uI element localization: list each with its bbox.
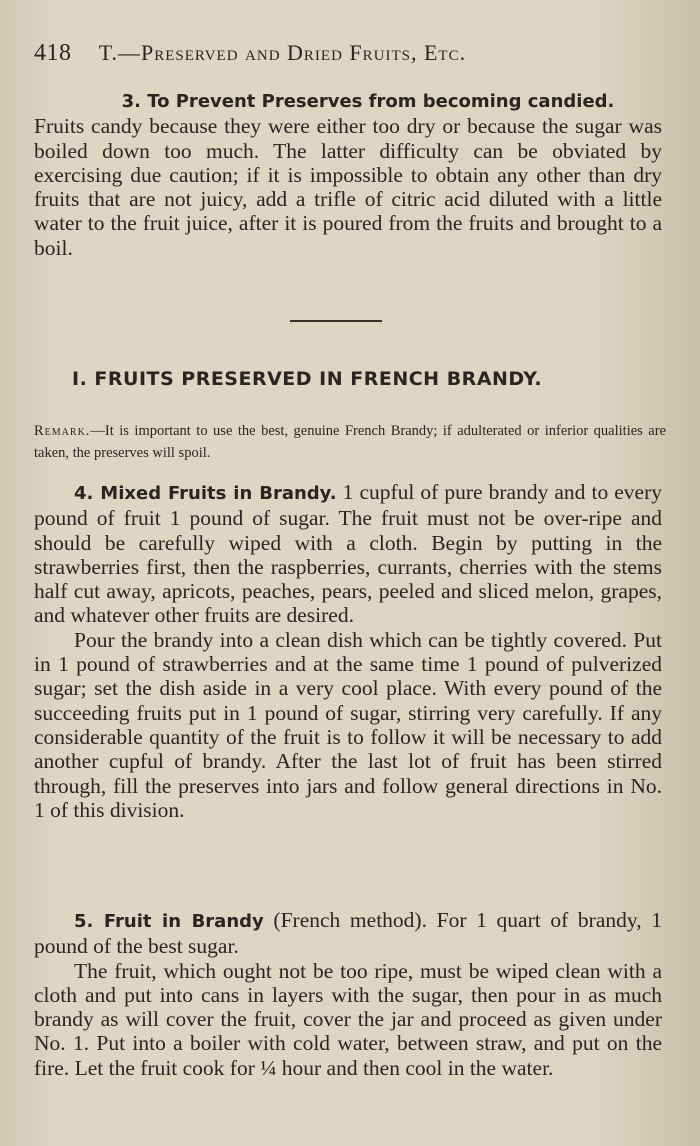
- part-title: I. FRUITS PRESERVED IN FRENCH BRANDY.: [72, 368, 543, 390]
- section-4-para-2: Pour the brandy into a clean dish which can be tightly covered. Put in 1 pound of strawberries and at the same time 1 pound of pulverized sugar; set the dish aside in a very cool place. With every pound of the succeeding fruits put in 1 pound of sugar, stirring very carefully. If any considerable quantity of the fruit is to follow it will be necessary to add another cupful of brandy. After the last lot of fruit has been stirred through, fill the preserves into jars and follow general directions in No. 1 of this division.: [34, 627, 662, 822]
- section-4: [34, 480, 662, 822]
- remark-text: —It is important to use the best, genuine French Brandy; if adulterated or inferior qualities are taken, the preserves will spoil.: [34, 423, 666, 461]
- section-5-para-2: The fruit, which ought not be too ripe, must be wiped clean with a cloth and put into cans in layers with the sugar, then pour in as much brandy as will cover the fruit, cover the jar and proceed as given under No. 1. Put into a boiler with cold water, between straw, and put on the fire. Let the fruit cook for ¼ hour and then cool in the water.: [34, 958, 662, 1080]
- chapter-title: T.—Preserved and Dried Fruits, Etc.: [98, 40, 467, 65]
- page-number: 418: [34, 40, 72, 66]
- section-4-para-1: 1 cupful of pure brandy and to every pound of fruit 1 pound of sugar. The fruit must not be over-ripe and should be carefully wiped with a cloth. Begin by putting in the strawberries first, then the raspberries, currants, cherries with the stems half cut away, apricots, peaches, pears, peeled and sliced melon, grapes, and whatever other fruits are desired.: [34, 480, 663, 628]
- running-header: [34, 40, 674, 67]
- remark-label: Remark.: [34, 423, 91, 439]
- section-3-heading: 3. To Prevent Preserves from becoming candied.: [121, 91, 615, 112]
- section-5-heading: 5. Fruit in Brandy: [74, 911, 264, 932]
- section-4-heading: 4. Mixed Fruits in Brandy.: [74, 483, 337, 504]
- section-3-body: Fruits candy because they were either too dry or because the sugar was boiled down too much. The latter difficulty can be obviated by exercising due caution; if it is impossible to obtain any other than dry fruits that are not juicy, add a trifle of citric acid diluted with a little water to the fruit juice, after it is poured from the fruits and brought to a boil.: [34, 114, 662, 260]
- section-divider: [290, 320, 382, 322]
- section-3: [34, 88, 662, 260]
- section-5-subtitle: (French method).: [273, 908, 427, 932]
- section-5-para-1: For 1 quart of brandy, 1 pound of the best sugar.: [34, 908, 663, 959]
- remark-note: [34, 420, 666, 464]
- section-5: [34, 908, 662, 1080]
